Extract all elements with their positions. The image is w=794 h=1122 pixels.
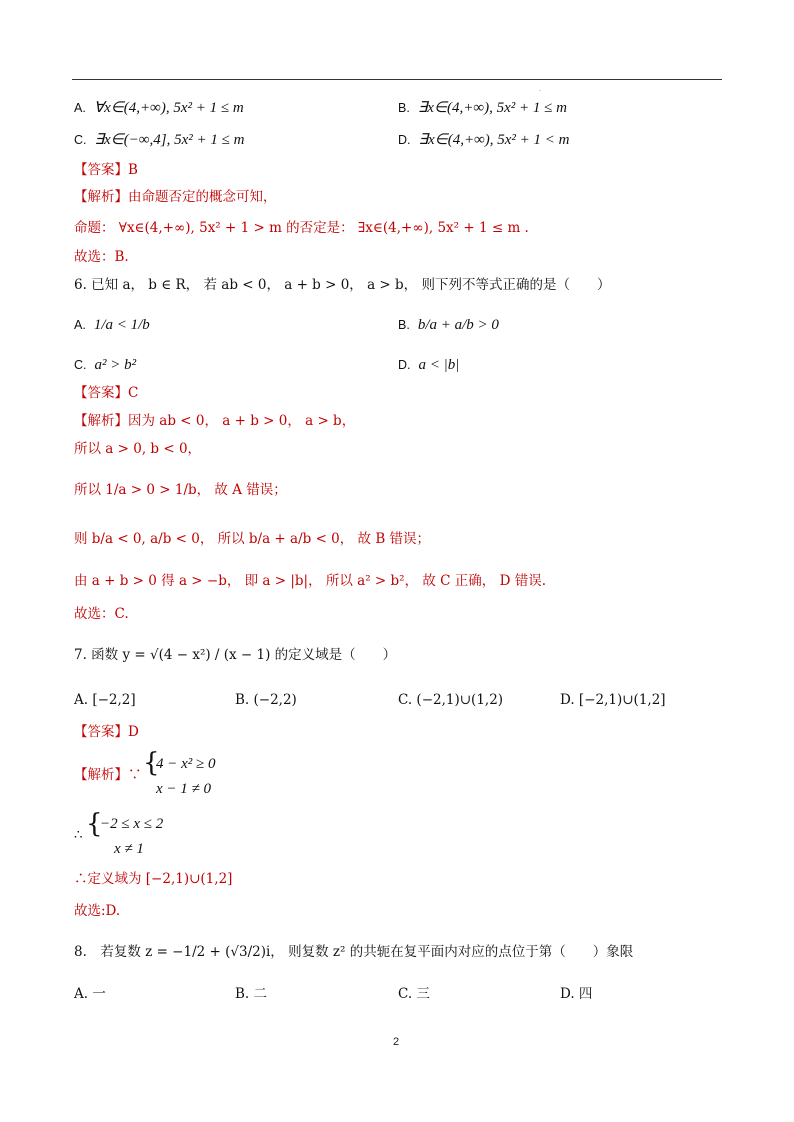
- q7-option-c: C. (−2,1)∪(1,2): [398, 692, 504, 708]
- q5-option-d: D. ∃x∈(4,+∞), 5x² + 1 < m: [398, 132, 570, 148]
- q6-option-b: B. b/a + a/b > 0: [398, 317, 499, 333]
- q6-line1: 所以 a > 0, b < 0，: [74, 441, 202, 457]
- brace-2: {: [86, 809, 103, 839]
- q7-answer: 【答案】D: [74, 724, 139, 740]
- q8-option-c: C. 三: [398, 986, 430, 1002]
- q5-analysis: 【解析】由命题否定的概念可知，: [74, 189, 277, 205]
- q5-answer: 【答案】B: [74, 162, 138, 178]
- q8-option-a: A. 一: [74, 986, 106, 1002]
- q7-choice: 故选:D.: [74, 903, 121, 919]
- q8-option-b: B. 二: [235, 986, 268, 1002]
- q6-option-a: A. 1/a < 1/b: [74, 317, 150, 333]
- q5-option-c: C. ∃x∈(−∞,4], 5x² + 1 ≤ m: [74, 132, 245, 148]
- q7-domain: ∴定义域为 [−2,1)∪(1,2]: [74, 871, 233, 887]
- q6-choice: 故选：C.: [74, 606, 129, 622]
- q6-option-d: D. a < |b|: [398, 357, 460, 373]
- q7-therefore: ∴: [74, 827, 83, 843]
- q5-choice: 故选：B.: [74, 249, 129, 265]
- q5-statement: 命题： ∀x∈(4,+∞), 5x² + 1 > m 的否定是： ∃x∈(4,+∞), 5x² + 1 ≤ m .: [74, 220, 529, 236]
- q7-analysis-prefix: 【解析】∵: [74, 767, 142, 783]
- q8-stem: 8. 若复数 z = −1/2 + (√3/2)i， 则复数 z² 的共轭在复平面内对应的点位于第（ ）象限: [74, 944, 634, 960]
- q7-option-a: A. [−2,2]: [74, 692, 136, 708]
- q7-sys2-line1: −2 ≤ x ≤ 2: [100, 816, 164, 832]
- q5-option-a: A. ∀x∈(4,+∞), 5x² + 1 ≤ m: [74, 100, 244, 116]
- header-dot: .: [539, 86, 541, 93]
- q6-line2: 所以 1/a > 0 > 1/b， 故 A 错误；: [74, 482, 287, 498]
- q5-option-b: B. ∃x∈(4,+∞), 5x² + 1 ≤ m: [398, 100, 567, 116]
- q7-sys1-line2: x − 1 ≠ 0: [156, 781, 212, 797]
- q7-sys2-line2: x ≠ 1: [114, 841, 144, 857]
- q8-option-d: D. 四: [560, 986, 593, 1002]
- q6-analysis: 【解析】因为 ab < 0， a + b > 0， a > b，: [74, 413, 356, 429]
- q6-option-c: C. a² > b²: [74, 357, 137, 373]
- q7-option-d: D. [−2,1)∪(1,2]: [560, 692, 666, 708]
- q7-option-b: B. (−2,2): [235, 692, 297, 708]
- q6-line3: 则 b/a < 0, a/b < 0， 所以 b/a + a/b < 0， 故 B 错误；: [74, 531, 431, 547]
- brace-1: {: [143, 748, 160, 778]
- page-number: 2: [393, 1036, 400, 1048]
- q6-stem: 6. 已知 a， b ∈ R， 若 ab < 0， a + b > 0， a > b， 则下列不等式正确的是（ ）: [74, 277, 611, 293]
- q7-stem: 7. 函数 y = √(4 − x²) / (x − 1) 的定义域是（ ）: [74, 647, 397, 663]
- q6-line4: 由 a + b > 0 得 a > −b， 即 a > |b|， 所以 a² > b²， 故 C 正确， D 错误.: [74, 573, 546, 589]
- q6-answer: 【答案】C: [74, 385, 139, 401]
- header-rule: [72, 79, 722, 80]
- q7-sys1-line1: 4 − x² ≥ 0: [156, 756, 216, 772]
